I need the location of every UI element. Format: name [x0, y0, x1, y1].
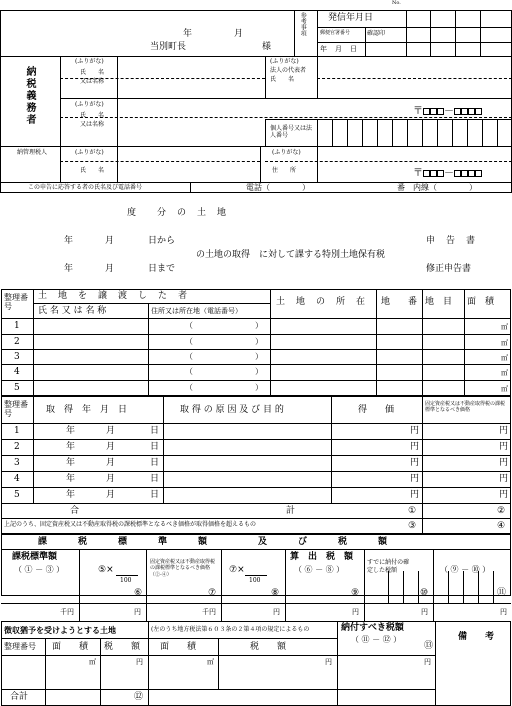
acq-assessed-yen: 円: [499, 426, 509, 436]
deferred-tax-header-2: 税 額: [250, 642, 287, 652]
remarks-label: 備 考: [458, 632, 495, 642]
from-day: 日から: [148, 236, 176, 246]
fixed-assets-note: 固定資産税又は不動産取得税の課税標準となるべき価格（②-④）: [150, 559, 216, 578]
acq-total-label-2: 計: [286, 506, 296, 516]
acquisition-reason-header: 取 得 の 原 因 及 び 目 的: [180, 405, 284, 415]
circle-10: ⑩: [420, 588, 429, 598]
reference-items-label: 参考事項: [299, 12, 307, 36]
excess-value-note: 上記のうち、固定資産税又は不動産取得税の課税標準となるべき価格が取得価格を超えるもの: [4, 521, 257, 528]
acquisition-row-no: 4: [14, 474, 20, 484]
calc-7-denominator: 100: [249, 577, 261, 584]
acq-month-label: 月: [106, 426, 116, 436]
transfer-row-no: 3: [14, 352, 20, 362]
declaration-label: 申 告 書: [426, 236, 477, 246]
acquisition-row-no: 2: [14, 442, 20, 452]
postal-code-field[interactable]: 〒 －: [413, 102, 482, 117]
yen-unit: 円: [134, 608, 141, 616]
paren-open: （: [185, 367, 193, 376]
rep-furigana-label: (ふりがな): [270, 58, 299, 65]
acq-year-label: 年: [66, 442, 76, 452]
acq-price-yen: 円: [410, 490, 420, 500]
sent-day: 日: [350, 45, 357, 53]
manager-postal-code-field[interactable]: 〒 －: [413, 164, 482, 179]
form-main-title: の土地の取得 に対して課する特別土地保有税: [196, 250, 386, 260]
tax-manager-label: 納管理税人: [16, 149, 47, 156]
address-name-label-2: 又は名称: [80, 121, 105, 128]
circle-2: ②: [497, 506, 506, 516]
rep-label-1: 法人の代表者: [270, 67, 307, 74]
calc-header: 課 税 標 準 額 及 び 税 額: [38, 537, 389, 547]
phone-field[interactable]: 電話（ ）: [246, 183, 310, 192]
date-year-label: 年: [183, 29, 193, 39]
circle-11: ⑪: [497, 588, 507, 598]
paren-close: ）: [255, 367, 263, 376]
sqm-unit: ㎡: [501, 323, 508, 331]
transferor-address-header: 住所又は所在地（電話番号）: [151, 307, 242, 315]
deferred-land-note: (左のうち地方税法第６０３条の２第４項の規定によるもの: [151, 626, 310, 633]
contact-label: この申告に応答する者の氏名及び電話番号: [28, 184, 143, 191]
acq-day-label: 日: [150, 426, 160, 436]
sent-year: 年: [320, 45, 327, 53]
paren-close: ）: [255, 352, 263, 361]
sqm-unit: ㎡: [207, 658, 214, 666]
paren-open: （: [185, 352, 193, 361]
manager-address-furigana: (ふりがな): [272, 149, 301, 156]
deferred-tax-header: 税 額: [104, 642, 141, 652]
acq-year-label: 年: [66, 474, 76, 484]
deferred-no-header: 整理番号: [4, 642, 36, 651]
transfer-row-no: 2: [14, 337, 20, 347]
acq-year-label: 年: [66, 426, 76, 436]
acq-month-label: 月: [106, 474, 116, 484]
acquisition-no-header: 整理番号: [4, 400, 28, 419]
thousand-yen-unit: 千円: [202, 608, 216, 616]
individual-number-label: 個人番号又は法人番号: [270, 125, 313, 140]
taxpayer-section-label: 納税義務者: [24, 66, 35, 126]
transferor-name-header: 氏 名 又 は 名 称: [38, 306, 107, 316]
assessed-value-header: 固定資産税又は不動産取得税の課税標準となるべき価格: [425, 401, 506, 413]
paren-open: （: [185, 383, 193, 392]
paren-open: （: [185, 337, 193, 346]
acq-day-label: 日: [150, 490, 160, 500]
postal-office-label: 郵便官署番号: [320, 30, 351, 36]
circle-12: ⑫: [134, 692, 144, 702]
paren-close: ）: [255, 321, 263, 330]
yen-unit: 円: [136, 658, 143, 666]
yen-unit: 円: [352, 608, 359, 616]
yen-unit: 円: [421, 608, 428, 616]
acq-price-yen: 円: [410, 458, 420, 468]
thousand-yen-unit: 千円: [60, 608, 74, 616]
form-number-label: No.: [392, 0, 401, 6]
transfer-row-no: 4: [14, 367, 20, 377]
acquisition-price-header: 得 価: [358, 405, 395, 415]
from-month: 月: [105, 236, 115, 246]
acq-total-label: 合: [70, 506, 80, 516]
acq-month-label: 月: [106, 490, 116, 500]
date-month-label: 月: [234, 29, 244, 39]
acquisition-date-header: 取 得 年 月 日: [46, 405, 128, 415]
acquisition-row-no: 3: [14, 458, 20, 468]
confirm-seal-label: 確認印: [367, 30, 386, 37]
formula-9-10: （ ⑨ － ⑩ ）: [440, 565, 491, 574]
name-label-1: 氏 名: [80, 69, 105, 76]
to-month: 月: [105, 264, 115, 274]
circle-3: ③: [408, 521, 417, 531]
sqm-unit: ㎡: [501, 339, 508, 347]
circle-4: ④: [497, 521, 506, 531]
acq-assessed-yen: 円: [499, 490, 509, 500]
deferred-total-label: 合計: [10, 692, 29, 702]
circle-6: ⑥: [134, 588, 143, 598]
circle-8: ⑧: [271, 588, 280, 598]
name-label-2: 又は名称: [80, 78, 105, 85]
acq-assessed-yen: 円: [499, 442, 509, 452]
paren-close: ）: [255, 383, 263, 392]
paid-tax-label: すでに納付の確定した税額: [367, 559, 410, 574]
acq-month-label: 月: [106, 442, 116, 452]
lot-number-header: 地 番: [381, 297, 418, 307]
land-category-header: 地 目: [425, 297, 453, 307]
transfer-row-no: 5: [14, 383, 20, 393]
deferred-area-header: 面 積: [52, 642, 89, 652]
tax-basis-label: 課税標準額: [12, 552, 58, 562]
calc-5-denominator: 100: [120, 577, 132, 584]
yen-unit: 円: [500, 608, 507, 616]
from-year: 年: [64, 236, 74, 246]
yen-unit: 円: [325, 658, 332, 666]
calc-5-label: ⑤×: [98, 565, 114, 575]
mayor-label: 当別町長: [150, 42, 187, 52]
payable-tax-formula: （ ⑪ － ⑫ ）: [351, 635, 402, 644]
rep-label-2: 氏 名: [270, 76, 295, 83]
acq-month-label: 月: [106, 458, 116, 468]
honorific-label: 様: [262, 42, 272, 52]
sqm-unit: ㎡: [501, 354, 508, 362]
sqm-unit: ㎡: [89, 658, 96, 666]
yen-unit: 円: [273, 608, 280, 616]
area-header: 面 積: [467, 297, 495, 307]
address-name-label-1: 氏 名: [80, 112, 105, 119]
paren-close: ）: [255, 337, 263, 346]
computed-tax-label: 算 出 税 額: [290, 552, 354, 562]
manager-furigana-label: (ふりがな): [75, 149, 104, 156]
fiscal-year-line: 度 分 の 土 地: [127, 208, 228, 218]
acq-price-yen: 円: [410, 442, 420, 452]
to-day: 日まで: [148, 264, 176, 274]
manager-address-label: 住 所: [272, 167, 297, 174]
circle-9: ⑨: [351, 588, 360, 598]
tax-basis-formula: （ ① － ③ ）: [14, 565, 65, 574]
furigana-label: (ふりがな): [75, 58, 104, 65]
sent-month: 月: [335, 45, 342, 53]
acq-year-label: 年: [66, 458, 76, 468]
acq-price-yen: 円: [410, 426, 420, 436]
location-header: 土 地 の 所 在: [276, 297, 367, 307]
acq-day-label: 日: [150, 442, 160, 452]
deferred-area-header-2: 面 積: [160, 642, 197, 652]
calc-7-label: ⑦×: [229, 565, 245, 575]
transferor-header: 土 地 を 譲 渡 し た 者: [38, 291, 189, 301]
acq-assessed-yen: 円: [499, 458, 509, 468]
to-year: 年: [64, 264, 74, 274]
acq-price-yen: 円: [410, 474, 420, 484]
sqm-unit: ㎡: [501, 385, 508, 393]
circle-1: ①: [408, 506, 417, 516]
circle-7: ⑦: [208, 588, 217, 598]
extension-field[interactable]: 番 内線（ ）: [397, 183, 477, 192]
deferred-land-header: 徴収猶予を受けようとする土地: [4, 625, 116, 635]
acquisition-row-no: 5: [14, 490, 20, 500]
acquisition-row-no: 1: [14, 426, 20, 436]
payable-tax-label: 納付すべき税額: [341, 623, 404, 633]
acq-assessed-yen: 円: [499, 474, 509, 484]
circle-13: ⑬: [424, 641, 434, 651]
computed-tax-formula: （ ⑥ － ⑧ ）: [294, 565, 345, 574]
amended-declaration-label: 修正申告書: [426, 264, 472, 274]
transfer-row-no: 1: [14, 321, 20, 331]
sent-date-title: 発信年月日: [328, 13, 374, 23]
sqm-unit: ㎡: [501, 369, 508, 377]
paren-open: （: [185, 321, 193, 330]
acq-day-label: 日: [150, 474, 160, 484]
acq-day-label: 日: [150, 458, 160, 468]
acq-year-label: 年: [66, 490, 76, 500]
manager-name-label: 氏 名: [80, 167, 105, 174]
yen-unit: 円: [424, 658, 431, 666]
transfer-no-header: 整理番号: [4, 293, 28, 312]
address-furigana-label: (ふりがな): [75, 101, 104, 108]
